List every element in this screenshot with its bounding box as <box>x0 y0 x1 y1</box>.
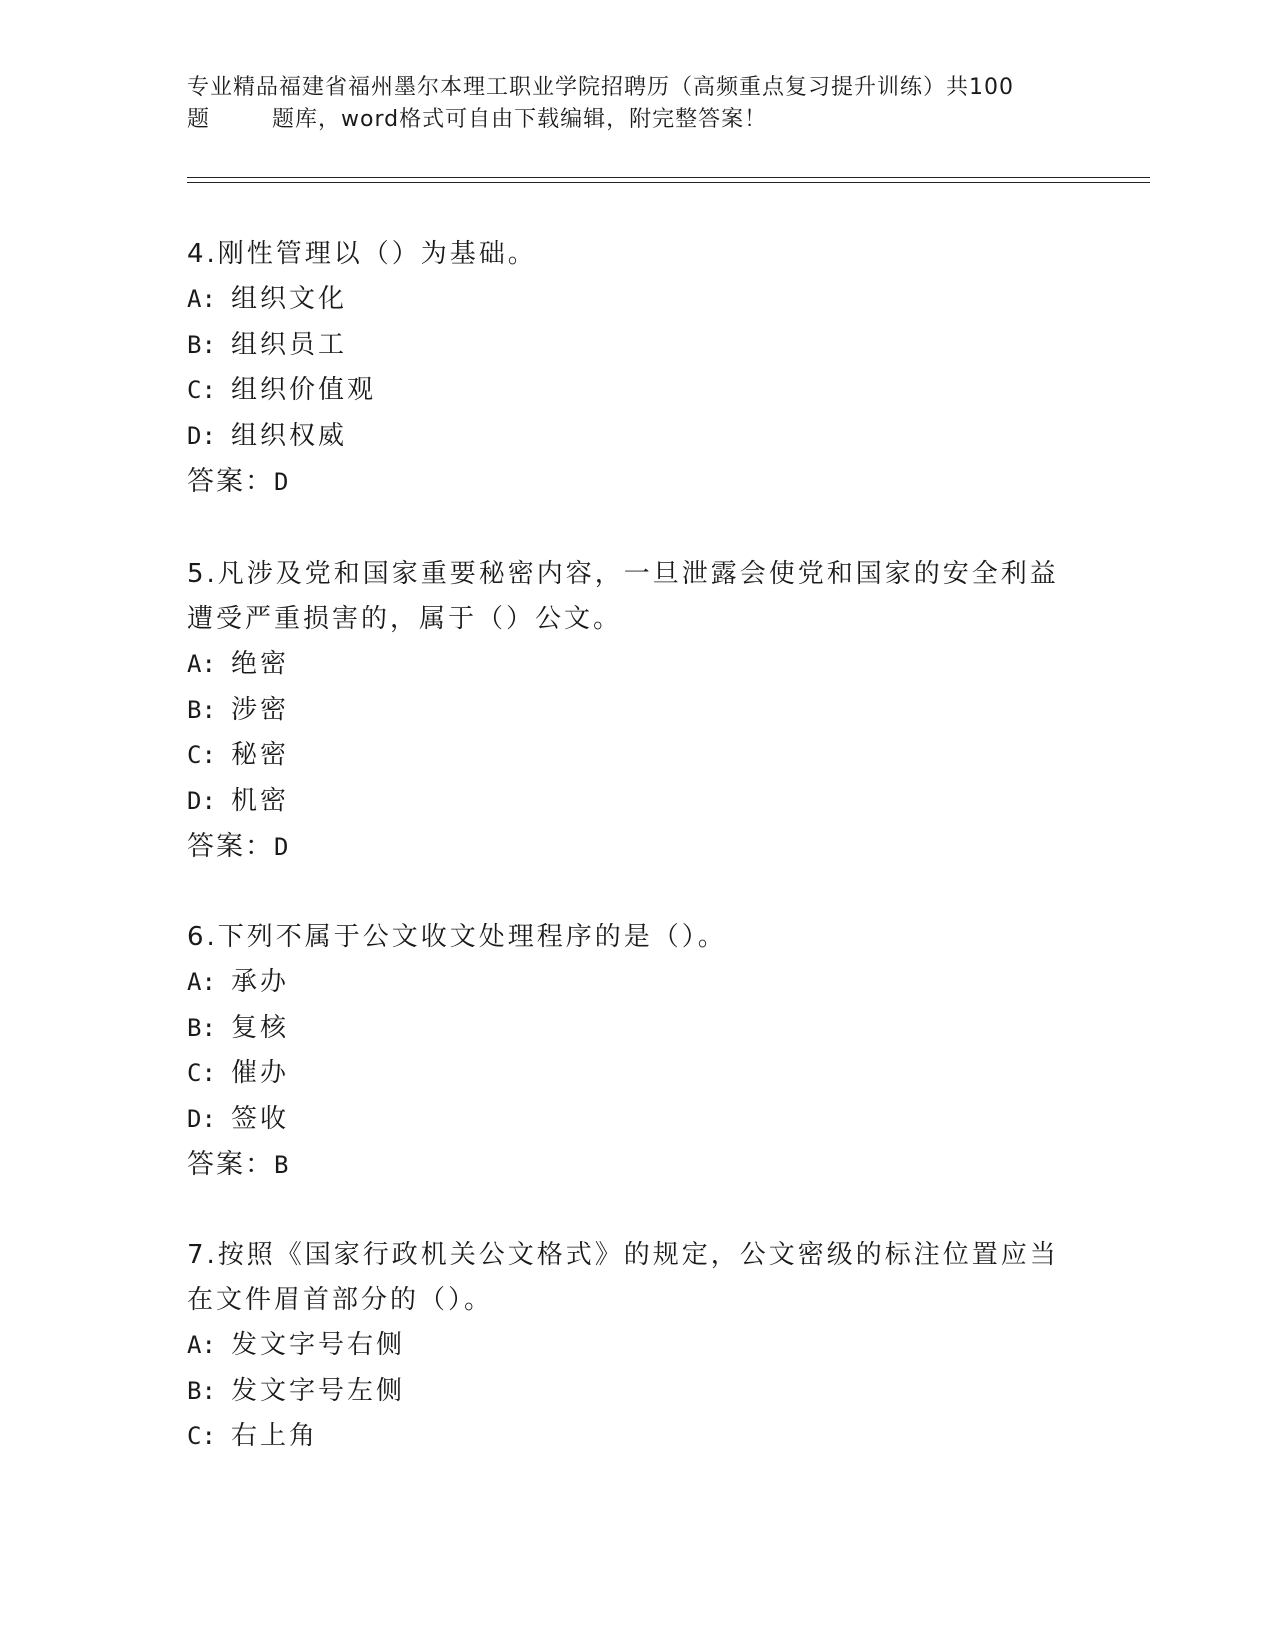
option-c <box>187 1051 1087 1097</box>
option-c <box>187 733 1087 779</box>
question-6 <box>187 915 1087 1187</box>
option-b <box>187 323 1087 369</box>
option-letter: B: <box>187 1376 216 1405</box>
option-letter: B: <box>187 330 216 359</box>
option-letter: A: <box>187 968 216 996</box>
answer-label: 答案： <box>187 831 274 862</box>
option-letter: A: <box>187 285 216 313</box>
answer-line <box>187 824 1087 869</box>
option-b <box>187 1369 1087 1415</box>
option-text: 秘密 <box>231 740 290 770</box>
option-text: 催办 <box>231 1058 290 1088</box>
option-c <box>187 368 1087 414</box>
question-stem-line-1: 7.按照《国家行政机关公文格式》的规定，公文密级的标注位置应当 <box>187 1240 1059 1270</box>
option-text: 复核 <box>231 1012 290 1043</box>
question-stem-line-1: 5.凡涉及党和国家重要秘密内容，一旦泄露会使党和国家的安全利益 <box>187 559 1059 589</box>
answer-line <box>187 459 1087 504</box>
option-text: 组织价值观 <box>231 375 377 405</box>
header-line2-rest: 题库，word格式可自由下载编辑，附完整答案！ <box>272 107 768 132</box>
answer-value: D <box>274 468 291 496</box>
option-text: 组织员工 <box>231 329 348 360</box>
question-stem: 4.刚性管理以（）为基础。 <box>187 239 537 269</box>
option-b <box>187 688 1087 734</box>
header-title-line-1: 专业精品福建省福州墨尔本理工职业学院招聘历（高频重点复习提升训练）共100 <box>187 75 1014 100</box>
question-stem-line-2: 遭受严重损害的，属于（）公文。 <box>187 604 623 634</box>
option-text: 涉密 <box>231 694 290 725</box>
option-text: 发文字号左侧 <box>231 1375 406 1406</box>
page-header <box>187 72 1087 136</box>
option-a <box>187 960 1087 1006</box>
option-c <box>187 1414 1087 1460</box>
option-letter: B: <box>187 695 216 724</box>
option-letter: D: <box>187 786 216 815</box>
header-line2-prefix: 题 <box>187 107 211 132</box>
option-text: 发文字号右侧 <box>231 1330 406 1360</box>
header-rule-bottom <box>187 182 1150 183</box>
question-5 <box>187 552 1087 869</box>
header-rule-top <box>187 177 1150 178</box>
question-7 <box>187 1233 1087 1460</box>
option-d <box>187 414 1087 460</box>
option-text: 组织文化 <box>231 284 348 314</box>
option-letter: A: <box>187 1331 216 1359</box>
answer-line <box>187 1142 1087 1187</box>
option-letter: C: <box>187 1422 216 1450</box>
option-a <box>187 642 1087 688</box>
option-text: 机密 <box>231 785 290 816</box>
answer-value: D <box>274 833 291 861</box>
answer-label: 答案： <box>187 466 274 497</box>
question-4 <box>187 232 1087 504</box>
option-text: 组织权威 <box>231 420 348 451</box>
option-text: 绝密 <box>231 649 290 679</box>
option-a <box>187 1323 1087 1369</box>
question-stem: 6.下列不属于公文收文处理程序的是（）。 <box>187 922 727 952</box>
option-letter: C: <box>187 376 216 404</box>
question-stem-line-2: 在文件眉首部分的（）。 <box>187 1285 494 1315</box>
answer-label: 答案： <box>187 1149 274 1180</box>
option-text: 签收 <box>231 1103 290 1134</box>
option-d <box>187 1097 1087 1143</box>
option-b <box>187 1006 1087 1052</box>
option-letter: D: <box>187 421 216 450</box>
option-letter: B: <box>187 1013 216 1042</box>
option-d <box>187 779 1087 825</box>
option-letter: C: <box>187 1059 216 1087</box>
option-letter: C: <box>187 741 216 769</box>
option-letter: A: <box>187 650 216 678</box>
option-text: 承办 <box>231 967 290 997</box>
header-title-line-2 <box>187 104 1087 136</box>
option-text: 右上角 <box>231 1421 319 1451</box>
answer-value: B <box>274 1151 291 1179</box>
option-letter: D: <box>187 1104 216 1133</box>
option-a <box>187 277 1087 323</box>
